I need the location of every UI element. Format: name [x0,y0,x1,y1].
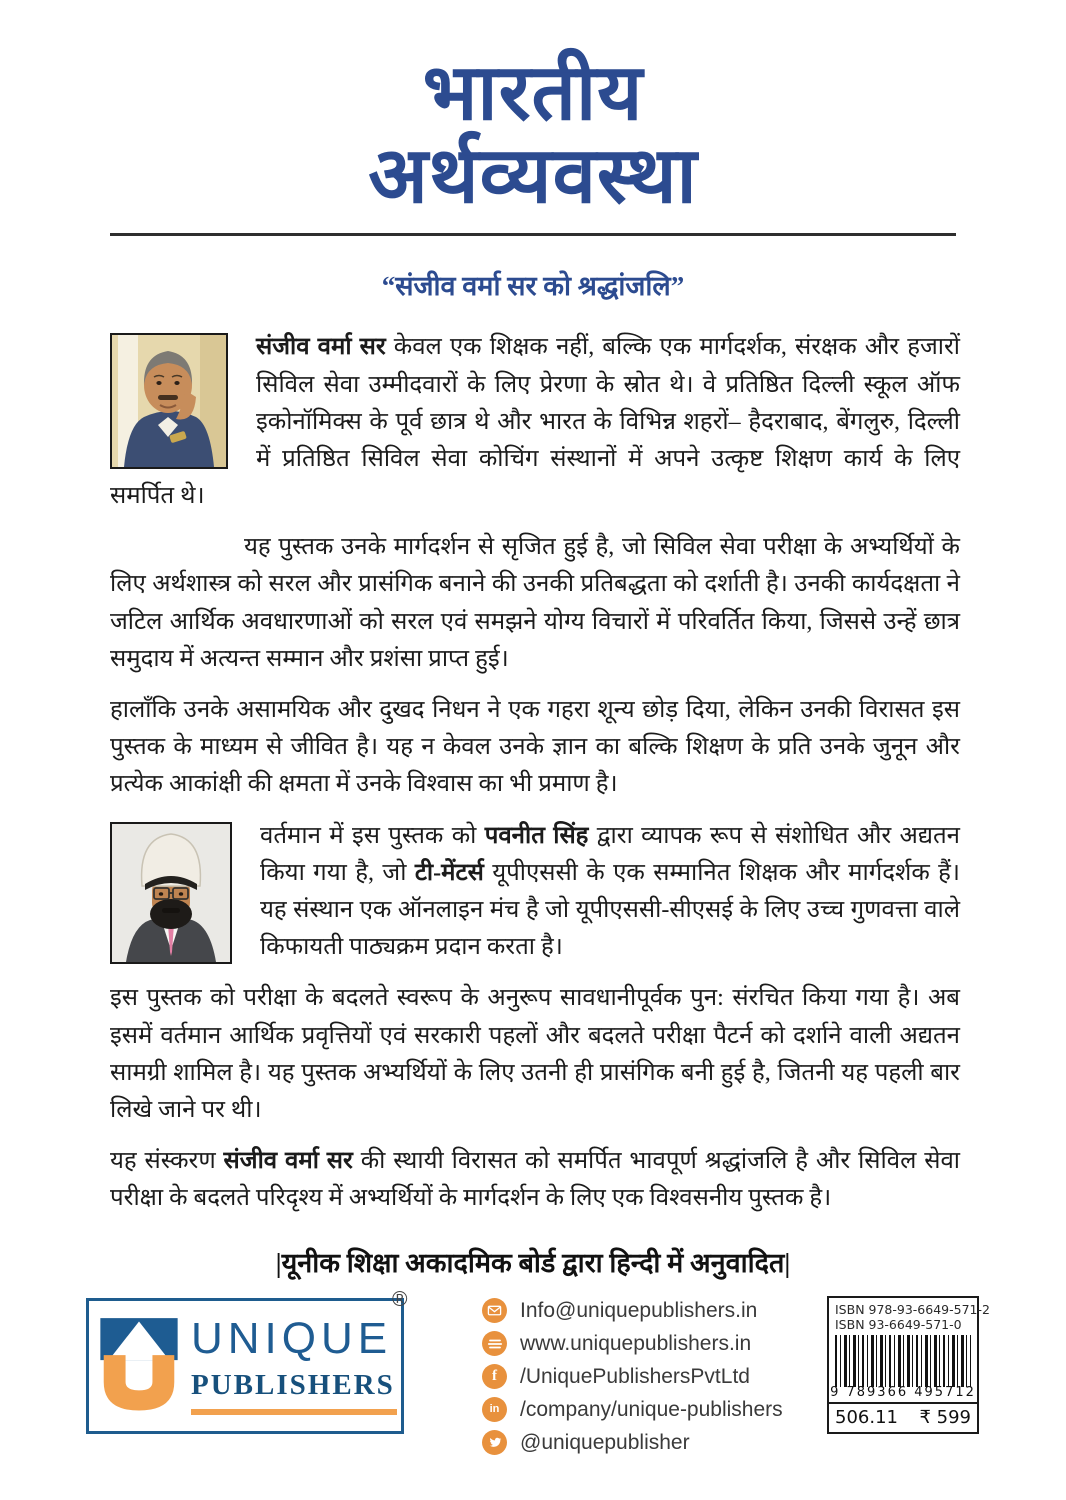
contact-facebook: f /UniquePublishersPvtLtd [482,1364,783,1389]
email-icon [482,1298,507,1323]
barcode-digits: 9 789366 495712 [830,1385,976,1400]
paragraph-book-origin: यह पुस्तक उनके मार्गदर्शन से सृजित हुई है, जो सिविल सेवा परीक्षा के अभ्यर्थियों के लिए अर्थशास्त्र को सरल और प्रासंगिक बनाने की उनकी प्रतिबद्धता को दर्शाती है। उनकी कार्यदक्षता ने जटिल आर्थिक अवधारणाओं को सरल एवं समझने योग्य विचारों में परिवर्तित किया, जिससे उन्हें छात्र समुदाय में अत्यन्त सम्मान और प्रशंसा प्राप्त हुई। [110,534,960,672]
logo-wordmark [191,1314,397,1415]
photo-pavneet-singh [110,822,232,964]
contact-website: www.uniquepublishers.in [482,1331,783,1356]
book-title-line2: अर्थव्यवस्था [368,131,698,219]
book-title [0,49,1066,219]
title-block [0,0,1066,303]
contact-twitter: @uniquepublisher [482,1430,783,1455]
person-name-bold: संजीव वर्मा सर [256,334,386,361]
back-cover-text [110,329,960,1217]
logo-brand-text: UNIQUE [191,1314,393,1363]
isbn13: ISBN 978-93-6649-571-2 [835,1302,990,1317]
person-name-bold: संजीव वर्मा सर [223,1148,353,1175]
photo-sanjeev-verma [110,333,228,469]
contact-linkedin: in /company/unique-publishers [482,1397,783,1422]
registered-trademark-symbol: ® [392,1288,408,1311]
isbn-barcode-block [827,1296,990,1434]
institute-name-bold: टी-मेंटर्स [414,859,484,886]
paragraph-restructured: इस पुस्तक को परीक्षा के बदलते स्वरूप के अनुरूप सावधानीपूर्वक पुन: संरचित किया गया है। अब इसमें वर्तमान आर्थिक प्रवृत्तियों एवं सरकारी पहलों और बदलते परीक्षा पैटर्न को दर्शाने वाली अद्यतन सामग्री शामिल है। यह पुस्तक अभ्यर्थियों के लिए उतनी ही प्रासंगिक बनी हुई है, जितनी यह पहली बार लिखे जाने पर थी। [110,985,960,1123]
translated-by-note: |यूनीक शिक्षा अकादमिक बोर्ड द्वारा हिन्दी में अनुवादित| [275,1248,791,1279]
publisher-logo [86,1298,404,1434]
isbn10: ISBN 93-6649-571-0 [835,1317,962,1332]
twitter-icon [482,1430,507,1455]
photo-sanjeev-verma-illustration [112,335,226,467]
tribute-quote: “संजीव वर्मा सर को श्रद्धांजलि” [381,271,685,302]
paragraph-legacy: हालाँकि उनके असामयिक और दुखद निधन ने एक गहरा शून्य छोड़ दिया, लेकिन उनकी विरासत इस पुस्तक के माध्यम से जीवित है। यह न केवल उनके ज्ञान का बल्कि शिक्षण के प्रति उनके जुनून और प्रत्येक आकांक्षी की क्षमता में उनके विश्वास का भी प्रमाण है। [110,697,960,798]
facebook-icon: f [482,1364,507,1389]
contact-email: Info@uniquepublishers.in [482,1298,783,1323]
unique-publishers-logo-icon [97,1316,181,1416]
barcode-bottom-row [829,1402,977,1432]
classification-code: 506.11 [835,1407,898,1428]
footer [0,1288,1066,1454]
contact-list [482,1298,783,1463]
paragraph-pavneet-revision: वर्तमान में इस पुस्तक को पवनीत सिंह द्वारा व्यापक रूप से संशोधित और अद्यतन किया गया है, जो टी-मेंटर्स यूपीएससी के एक सम्मानित शिक्षक और मार्गदर्शक हैं। यह संस्थान एक ऑनलाइन मंच है जो यूपीएससी-सीएसई के लिए उच्च गुणवत्ता वाले किफायती पाठ्यक्रम प्रदान करता है। [110,818,960,967]
person-name-bold: पवनीत सिंह [484,822,589,849]
photo-pavneet-singh-illustration [112,824,230,962]
logo-word-text: PUBLISHERS [191,1369,395,1401]
barcode-bars [835,1335,971,1387]
logo-underline [191,1409,397,1415]
isbn-numbers [829,1298,990,1332]
paragraph-sanjeev-intro: संजीव वर्मा सर केवल एक शिक्षक नहीं, बल्कि एक मार्गदर्शक, संरक्षक और हजारों सिविल सेवा उम्मीदवारों के लिए प्रेरणा के स्रोत थे। वे प्रतिष्ठित दिल्ली स्कूल ऑफ इकोनॉमिक्स के पूर्व छात्र थे और भारत के विभिन्न शहरों– हैदराबाद, बेंगलुरु, दिल्ली में प्रतिष्ठित सिविल सेवा कोचिंग संस्थानों में अपने उत्कृष्ट शिक्षण कार्य के लिए समर्पित थे। [110,334,960,510]
paragraph-edition-tribute: यह संस्करण संजीव वर्मा सर की स्थायी विरासत को समर्पित भावपूर्ण श्रद्धांजलि है और सिविल सेवा परीक्षा के बदलते परिदृश्य में अभ्यर्थियों के मार्गदर्शन के लिए एक विश्वसनीय पुस्तक है। [110,1148,961,1212]
linkedin-icon: in [482,1397,507,1422]
title-divider [110,233,956,236]
price: ₹ 599 [919,1407,971,1428]
book-title-line1: भारतीय [422,49,644,136]
globe-icon [482,1331,507,1356]
